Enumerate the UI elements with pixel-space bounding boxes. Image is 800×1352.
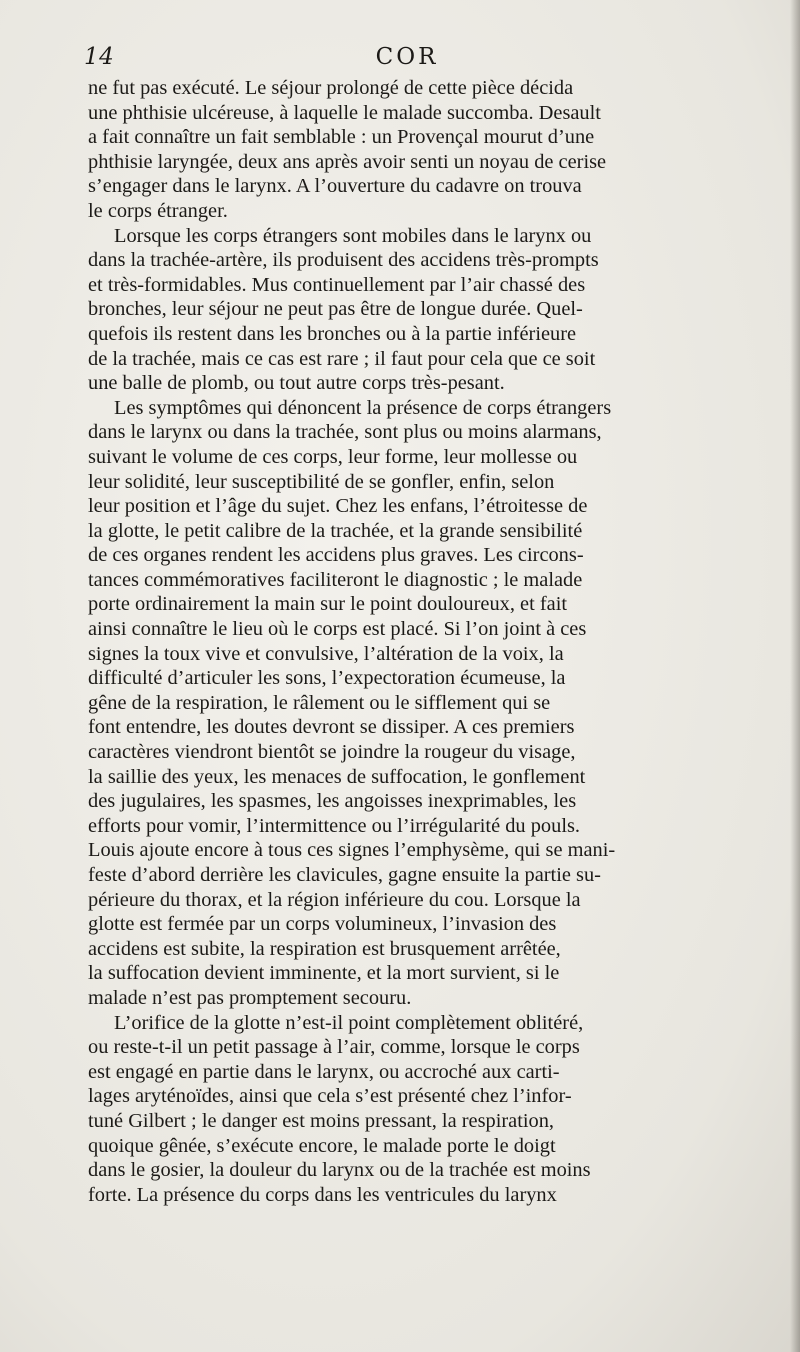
text-line: ou reste-t-il un petit passage à l’air, comme, lorsque le corps — [88, 1036, 580, 1059]
page-number: 14 — [84, 44, 115, 70]
body-text — [88, 76, 728, 1207]
text-line: L’orifice de la glotte n’est-il point complètement oblitéré, — [114, 1011, 584, 1034]
text-line: tances commémoratives faciliteront le diagnostic ; le malade — [88, 568, 583, 591]
text-line: le corps étranger. — [88, 199, 228, 222]
text-line: des jugulaires, les spasmes, les angoisses inexprimables, les — [88, 790, 577, 813]
text-line: Lorsque les corps étrangers sont mobiles dans le larynx ou — [114, 224, 592, 247]
text-line: dans la trachée-artère, ils produisent des accidens très-prompts — [88, 249, 599, 272]
text-line: suivant le volume de ces corps, leur forme, leur mollesse ou — [88, 445, 578, 468]
text-line: la suffocation devient imminente, et la mort survient, si le — [88, 962, 560, 985]
text-line: ainsi connaître le lieu où le corps est placé. Si l’on joint à ces — [88, 618, 587, 641]
text-line: ne fut pas exécuté. Le séjour prolongé de cette pièce décida — [88, 77, 574, 99]
text-line: glotte est fermée par un corps volumineux, l’invasion des — [88, 913, 557, 936]
text-line: est engagé en partie dans le larynx, ou accroché aux carti- — [88, 1060, 560, 1083]
text-line: difficulté d’articuler les sons, l’expectoration écumeuse, la — [88, 667, 566, 690]
text-line: périeure du thorax, et la région inférieure du cou. Lorsque la — [88, 888, 581, 911]
text-line: feste d’abord derrière les clavicules, gagne ensuite la partie su- — [88, 864, 601, 886]
text-line: une phthisie ulcéreuse, à laquelle le malade succomba. Desault — [88, 101, 601, 124]
running-head: COR — [375, 44, 439, 70]
text-line: et très-formidables. Mus continuellement par l’air chassé des — [88, 273, 586, 296]
text-line: quefois ils restent dans les bronches ou à la partie inférieure — [88, 322, 577, 345]
text-line: accidens est subite, la respiration est brusquement arrêtée, — [88, 937, 561, 960]
text-line: Louis ajoute encore à tous ces signes l’emphysème, qui se mani- — [88, 839, 616, 862]
text-line: bronches, leur séjour ne peut pas être de longue durée. Quel- — [88, 298, 583, 321]
text-line: la glotte, le petit calibre de la trachée, et la grande sensibilité — [88, 519, 583, 542]
text-line: porte ordinairement la main sur le point douloureux, et fait — [88, 593, 568, 616]
text-line: lages aryténoïdes, ainsi que cela s’est présenté chez l’infor- — [88, 1085, 572, 1108]
text-line: s’engager dans le larynx. A l’ouverture du cadavre on trouva — [88, 175, 582, 198]
text-line: malade n’est pas promptement secouru. — [88, 986, 412, 1009]
text-line: leur position et l’âge du sujet. Chez les enfans, l’étroitesse de — [88, 495, 588, 518]
text-line: phthisie laryngée, deux ans après avoir senti un noyau de cerise — [88, 150, 607, 173]
text-line: la saillie des yeux, les menaces de suffocation, le gonflement — [88, 765, 586, 788]
text-line: quoique gênée, s’exécute encore, le malade porte le doigt — [88, 1134, 556, 1157]
text-line: forte. La présence du corps dans les ventricules du larynx — [88, 1183, 557, 1206]
text-line: dans le larynx ou dans la trachée, sont plus ou moins alarmans, — [88, 421, 602, 444]
text-line: tuné Gilbert ; le danger est moins pressant, la respiration, — [88, 1109, 555, 1132]
text-line: Les symptômes qui dénoncent la présence de corps étrangers — [114, 396, 612, 419]
text-line: une balle de plomb, ou tout autre corps très-pesant. — [88, 372, 505, 395]
text-line: de la trachée, mais ce cas est rare ; il faut pour cela que ce soit — [88, 347, 596, 370]
text-line: leur solidité, leur susceptibilité de se gonfler, enfin, selon — [88, 470, 555, 493]
text-line: a fait connaître un fait semblable : un Provençal mourut d’une — [88, 126, 595, 149]
page-edge-shadow — [790, 0, 800, 1352]
text-line: efforts pour vomir, l’intermittence ou l’irrégularité du pouls. — [88, 814, 581, 837]
text-line: caractères viendront bientôt se joindre la rougeur du visage, — [88, 741, 576, 764]
text-line: dans le gosier, la douleur du larynx ou de la trachée est moins — [88, 1159, 591, 1182]
text-line: gêne de la respiration, le râlement ou le sifflement qui se — [88, 691, 551, 714]
page-header — [84, 44, 730, 78]
text-line: de ces organes rendent les accidens plus graves. Les circons- — [88, 544, 584, 567]
text-line: font entendre, les doutes devront se dissiper. A ces premiers — [88, 716, 575, 739]
text-line: signes la toux vive et convulsive, l’altération de la voix, la — [88, 642, 564, 665]
